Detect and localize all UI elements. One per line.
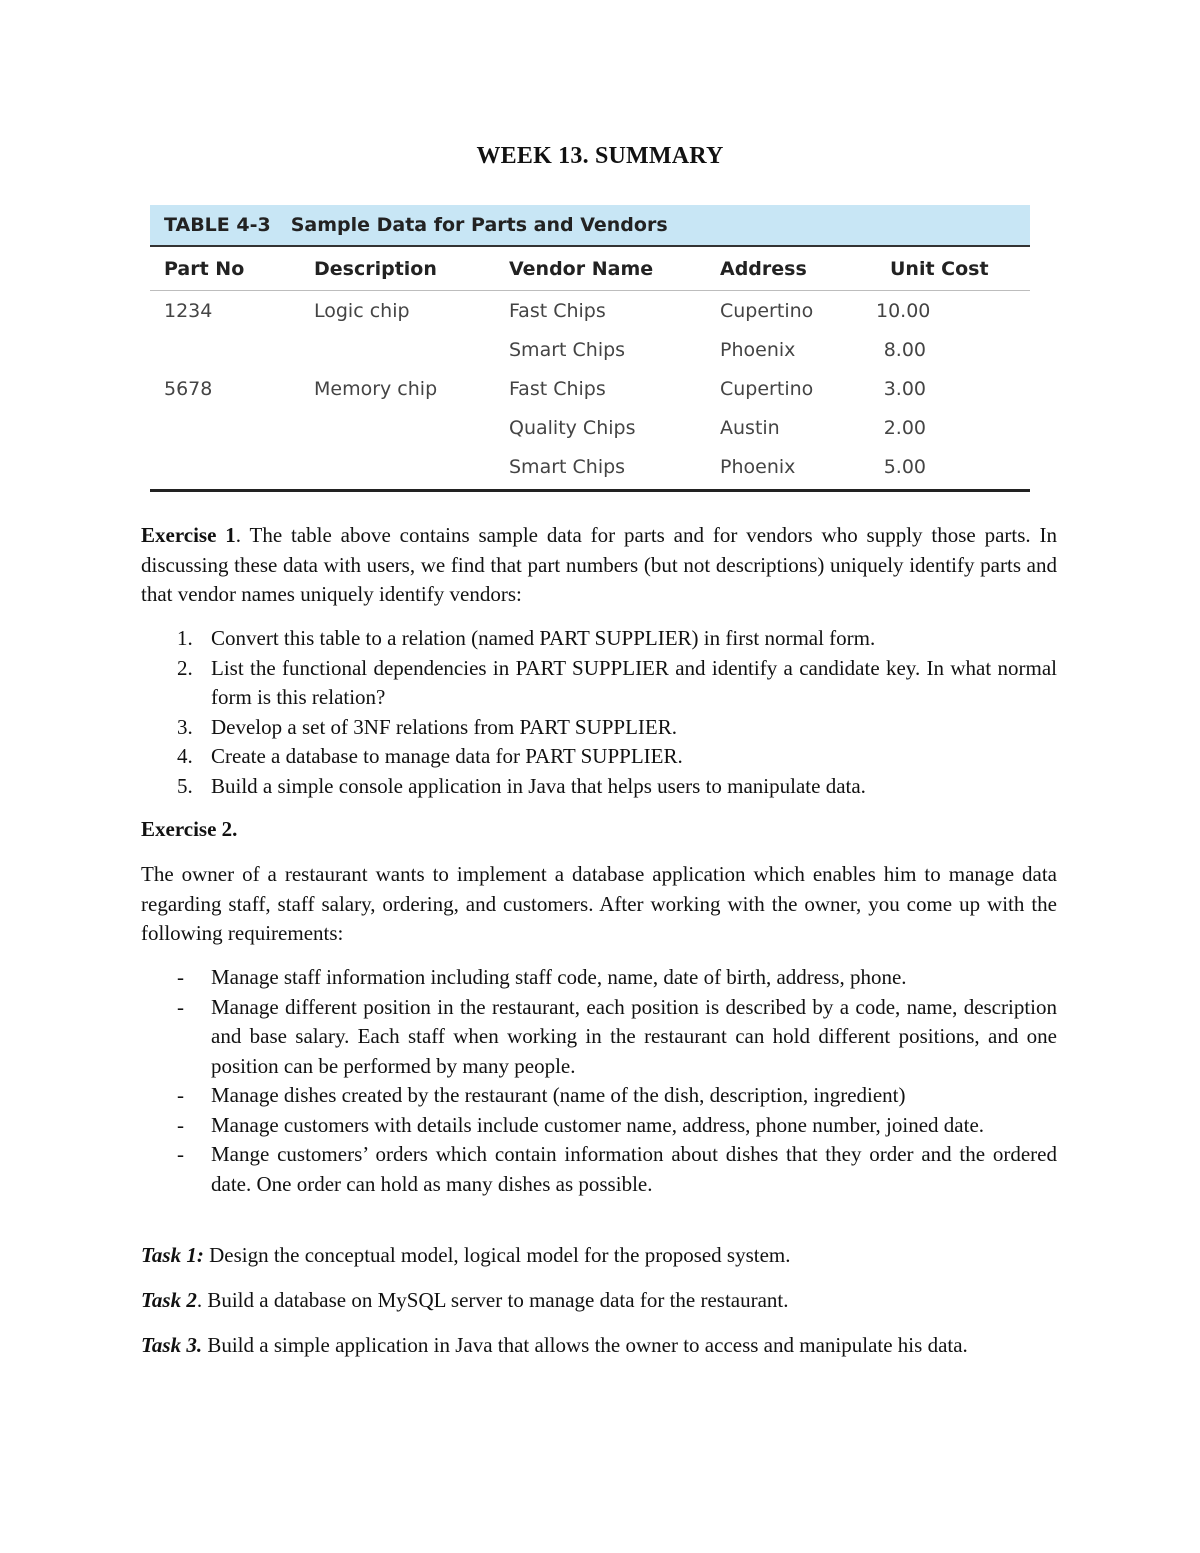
cell-part-no: 1234 [164,299,213,322]
table-row [150,447,1030,486]
cell-address: Phoenix [720,338,796,361]
table-caption-text: Sample Data for Parts and Vendors [290,214,668,236]
table-row [150,291,1030,331]
list-item-text: List the functional dependencies in PART SUPPLIER and identify a candidate key. In what normal form is this relation? [211,655,1057,709]
cell-part-no: 5678 [164,377,213,400]
parts-vendors-table [150,205,1030,492]
list-marker: - [177,1112,184,1137]
task-2-text: . Build a database on MySQL server to manage data for the restaurant. [196,1288,789,1312]
header-vendor-name: Vendor Name [495,247,706,291]
cell-description [300,447,495,486]
list-item [141,993,1057,1082]
page-title: WEEK 13. SUMMARY [476,143,724,169]
list-item [141,1081,1057,1111]
cell-vendor-name: Fast Chips [509,377,606,400]
task-2-label: Task 2 [141,1288,197,1312]
table-row [150,369,1030,408]
task-3-label: Task 3. [141,1333,203,1357]
table-caption [150,205,1030,247]
list-item-text: Manage customers with details include customer name, address, phone number, joined date. [211,1112,985,1137]
cell-address: Cupertino [720,299,814,322]
list-item [141,742,1057,772]
cell-vendor-name: Quality Chips [509,416,636,439]
list-marker: 1. [177,626,193,650]
list-item [141,713,1057,743]
header-unit-cost: Unit Cost [876,247,1030,291]
cell-address: Austin [720,416,780,439]
list-item [141,963,1057,993]
unit-cost-value: 10.00 [876,299,931,322]
list-item-text: Mange customers’ orders which contain information about dishes that they order and the ordered date. One order can hold as many dishes as possible. [211,1142,1057,1196]
unit-cost-value: 2.00 [883,416,926,439]
task-3 [141,1331,1057,1361]
exercise-2-intro: The owner of a restaurant wants to implement a database application which enables him to manage data regarding staff, staff salary, ordering, and customers. After working with the owner, you come up with the following requirements: [141,862,1057,945]
list-item-text: Manage staff information including staff code, name, date of birth, address, phone. [211,965,907,989]
list-marker: - [177,1142,184,1166]
list-marker: 3. [177,714,193,739]
list-item-text: Convert this table to a relation (named PART SUPPLIER) in first normal form. [211,626,876,650]
table-row [150,330,1030,369]
exercise-2-list [141,963,1057,1199]
cell-unit-cost [876,408,1030,447]
exercise-1-label: Exercise 1 [141,523,236,547]
list-marker: 4. [177,744,193,768]
list-item-text: Develop a set of 3NF relations from PART SUPPLIER. [211,714,677,739]
list-marker: 5. [177,773,193,798]
cell-unit-cost [876,291,1030,331]
list-item-text: Manage different position in the restaurant, each position is described by a code, name, description and base salary. Each staff when working in the restaurant can hold different positions, and one position can be performed by many people. [211,994,1057,1078]
cell-part-no [150,408,300,447]
cell-unit-cost [876,447,1030,486]
exercise-1-intro-text: . The table above contains sample data for parts and for vendors who supply those parts. In discussing these data with users, we find that part numbers (but not descriptions) uniquely identify parts and that vendor names uniquely identify vendors: [141,523,1058,606]
cell-description: Logic chip [314,299,410,322]
header-part-no: Part No [150,247,300,291]
table-number: TABLE 4-3 [164,214,271,236]
task-2 [141,1286,1057,1316]
task-1 [141,1241,1057,1271]
table-bottom-rule [150,489,1030,492]
table-row [150,408,1030,447]
header-description: Description [300,247,495,291]
task-1-text: Design the conceptual model, logical model for the proposed system. [203,1243,791,1267]
cell-part-no [150,447,300,486]
cell-vendor-name: Smart Chips [509,455,626,478]
unit-cost-value: 3.00 [883,377,926,400]
list-item [141,624,1057,654]
header-address: Address [706,247,876,291]
exercise-2-label: Exercise 2. [141,817,238,841]
list-marker: - [177,994,184,1019]
cell-vendor-name: Fast Chips [509,299,606,322]
task-3-text: Build a simple application in Java that allows the owner to access and manipulate his data. [202,1333,968,1357]
cell-description [300,408,495,447]
list-item-text: Manage dishes created by the restaurant (name of the dish, description, ingredient) [211,1083,906,1107]
cell-description: Memory chip [314,377,438,400]
cell-unit-cost [876,330,1030,369]
cell-address: Phoenix [720,455,796,478]
list-item [141,772,1057,802]
exercise-1-intro [141,521,1057,610]
exercise-1-list [141,624,1057,801]
list-item-text: Build a simple console application in Java that helps users to manipulate data. [211,773,866,798]
table-header-row [150,247,1030,291]
list-item [141,654,1057,713]
cell-unit-cost [876,369,1030,408]
task-1-label: Task 1: [141,1243,204,1267]
cell-description [300,330,495,369]
cell-address: Cupertino [720,377,814,400]
cell-part-no [150,330,300,369]
list-marker: 2. [177,655,193,680]
list-marker: - [177,1083,184,1107]
list-marker: - [177,965,184,989]
list-item [141,1111,1057,1141]
list-item-text: Create a database to manage data for PART SUPPLIER. [211,744,683,768]
list-item [141,1140,1057,1199]
unit-cost-value: 8.00 [883,338,926,361]
cell-vendor-name: Smart Chips [509,338,626,361]
unit-cost-value: 5.00 [883,455,926,478]
